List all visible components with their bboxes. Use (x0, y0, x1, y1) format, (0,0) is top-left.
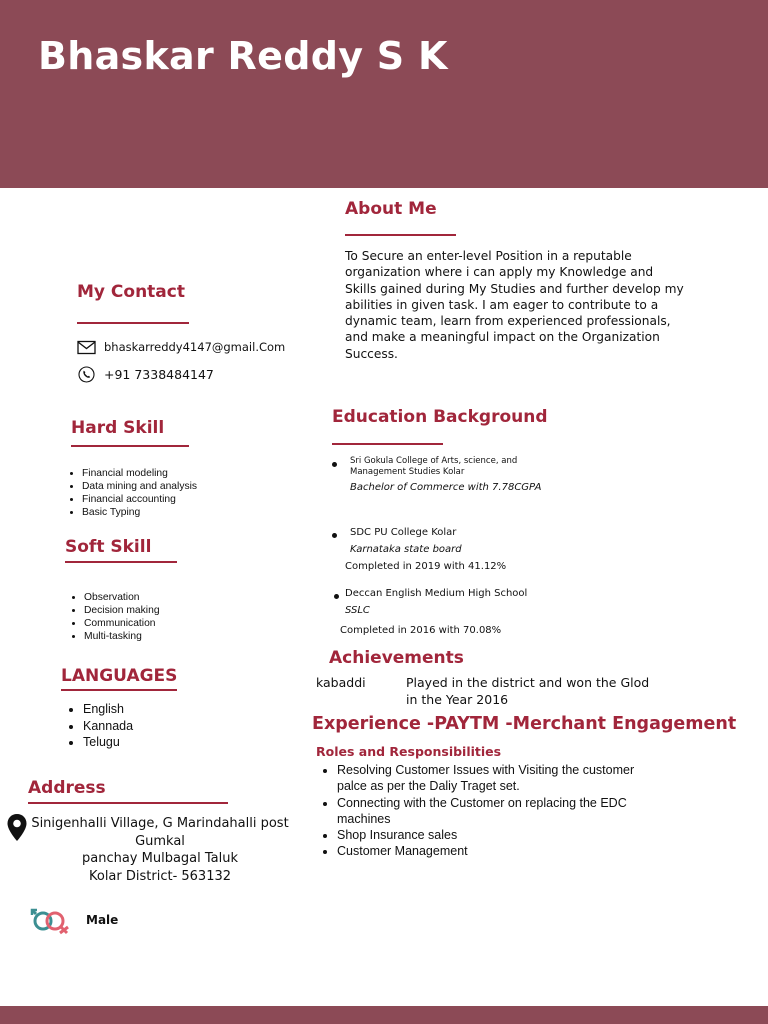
list-item (337, 827, 634, 843)
list-item (337, 843, 634, 859)
phone-number[interactable]: +91 7338484147 (104, 367, 214, 382)
contact-heading: My Contact (77, 282, 185, 302)
list-item: • Financial modeling (82, 467, 197, 480)
education-institution-2: SDC PU College Kolar (350, 527, 457, 538)
list-item: • Data mining and analysis (82, 480, 197, 493)
hard-skill-rule (71, 445, 189, 447)
achievement-text (406, 675, 649, 708)
institution-line: Sri Gokula College of Arts, science, and (350, 456, 518, 466)
education-board-3: SSLC (345, 605, 370, 616)
address-line: Sinigenhalli Village, G Marindahalli post (31, 816, 289, 831)
soft-skill-heading: Soft Skill (65, 537, 152, 557)
about-line: organization where i can apply my Knowledge and (345, 265, 654, 280)
education-institution-3: Deccan English Medium High School (345, 588, 528, 599)
list-item (337, 795, 634, 828)
list-line: • Resolving Customer Issues with Visiting the customer (337, 763, 635, 777)
about-line: dynamic team, learn from experienced professionals, (345, 314, 671, 329)
contact-rule (77, 322, 189, 324)
about-heading: About Me (345, 199, 437, 219)
education-result-3: Completed in 2016 with 70.08% (340, 625, 502, 636)
list-item: • Telugu (83, 734, 133, 751)
header-band (0, 0, 768, 188)
education-bullet (332, 462, 337, 467)
achievement-label: kabaddi (316, 675, 366, 690)
languages-list (62, 701, 133, 751)
phone-icon (78, 366, 95, 383)
about-line: Success. (345, 346, 398, 361)
list-item (337, 762, 634, 795)
roles-subheading: Roles and Responsibilities (316, 744, 502, 759)
list-item: • Decision making (84, 604, 160, 617)
hard-skill-list (61, 467, 197, 519)
about-text (345, 248, 684, 362)
education-bullet (332, 533, 337, 538)
about-rule (345, 234, 456, 236)
education-rule (332, 443, 443, 445)
list-item: • Observation (84, 591, 160, 604)
hard-skill-heading: Hard Skill (71, 418, 165, 438)
achievement-line: Played in the district and won the Glod (406, 675, 650, 690)
address-rule (28, 802, 228, 804)
achievements-heading: Achievements (329, 648, 464, 668)
list-line: • Shop Insurance sales (337, 828, 458, 843)
gender-icon (30, 906, 72, 936)
list-item: • Financial accounting (82, 493, 197, 506)
list-line: machines (337, 811, 391, 826)
address-text (20, 815, 300, 885)
footer-band (0, 1006, 768, 1024)
experience-heading: Experience -PAYTM -Merchant Engagement (312, 714, 737, 734)
languages-rule (61, 689, 177, 691)
address-line: Gumkal (135, 833, 185, 849)
education-result-2: Completed in 2019 with 41.12% (345, 561, 507, 572)
list-item: • Kannada (83, 718, 133, 735)
gender-label: Male (86, 913, 119, 927)
address-heading: Address (28, 778, 106, 798)
list-line: • Connecting with the Customer on replacing the EDC (337, 795, 627, 810)
list-item: • Communication (84, 617, 160, 630)
education-degree-1: Bachelor of Commerce with 7.78CGPA (350, 482, 542, 493)
list-item: • English (83, 701, 133, 718)
education-bullet (334, 594, 339, 599)
about-line: and make a meaningful impact on the Organization (345, 330, 660, 345)
soft-skill-rule (65, 561, 177, 563)
candidate-name: Bhaskar Reddy S K (38, 34, 448, 78)
languages-heading: LANGUAGES (61, 666, 178, 686)
experience-list (316, 762, 634, 860)
about-line: abilities in given task. I am eager to contribute to a (345, 297, 659, 312)
address-line: panchay Mulbagal Taluk (81, 851, 239, 866)
education-institution-1 (350, 456, 517, 478)
email-address[interactable]: bhaskarreddy4147@gmail.Com (104, 340, 286, 354)
institution-line: Management Studies Kolar (350, 467, 465, 477)
education-heading: Education Background (332, 407, 548, 427)
email-icon (77, 340, 96, 355)
list-item: • Multi-tasking (84, 630, 160, 643)
education-board-2: Karnataka state board (350, 544, 462, 555)
list-line: palce as per the Daliy Traget set. (337, 779, 520, 794)
about-line: Skills gained during My Studies and further develop my (345, 281, 684, 296)
address-line: Kolar District- 563132 (88, 868, 232, 884)
list-line: • Customer Management (337, 844, 468, 859)
list-item: • Basic Typing (82, 506, 197, 519)
about-line: To Secure an enter-level Position in a reputable (345, 249, 632, 263)
achievement-line: in the Year 2016 (406, 691, 509, 707)
soft-skill-list (63, 591, 160, 643)
